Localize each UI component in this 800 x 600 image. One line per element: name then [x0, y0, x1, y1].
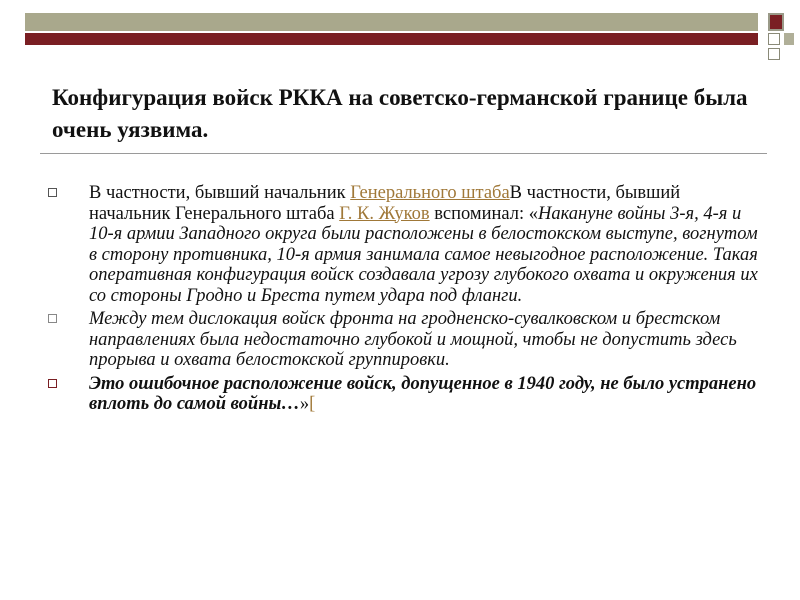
slide-content	[48, 183, 758, 418]
bullet-item-1: В частности, бывший начальник Генерального штабаВ частности, бывший начальник Генерального штаба Г. К. Жуков вспоминал: «Накануне войны 3-я, 4-я и 10-я армии Западного округа были расположены в белостокском выступе, вогнутом в сторону противника, 10-я армия занимала самое невыгодное расположение. Такая оперативная конфигурация войск создавала угрозу глубокого охвата и окружения их со стороны Гродно и Бреста путем удара под фланги.	[48, 183, 758, 306]
slide-title: Конфигурация войск РККА на советско-германской границе была очень уязвима.	[52, 85, 748, 142]
link-general-staff[interactable]: Генерального штаба	[350, 183, 510, 203]
square-bullet-icon	[48, 379, 57, 388]
corner-square-4	[784, 33, 794, 45]
header-bar-olive	[25, 13, 758, 31]
corner-square-2	[768, 33, 780, 45]
corner-square-3	[768, 48, 780, 60]
corner-square-1	[768, 13, 784, 31]
title-divider	[40, 153, 767, 154]
bullet-item-2: Между тем дислокация войск фронта на гродненско-сувалковском и брестском направлениях была недостаточно глубокой и мощной, чтобы не допустить здесь прорыва и охвата белостокской группировки.	[48, 309, 758, 371]
footnote-link[interactable]: [	[309, 394, 316, 414]
square-bullet-icon	[48, 188, 57, 197]
bullet-item-3: Это ошибочное расположение войск, допущенное в 1940 году, не было устранено вплоть до самой войны…»[	[48, 374, 758, 415]
square-bullet-icon	[48, 314, 57, 323]
link-zhukov[interactable]: Г. К. Жуков	[339, 203, 430, 224]
header-bar-dark	[25, 33, 758, 45]
